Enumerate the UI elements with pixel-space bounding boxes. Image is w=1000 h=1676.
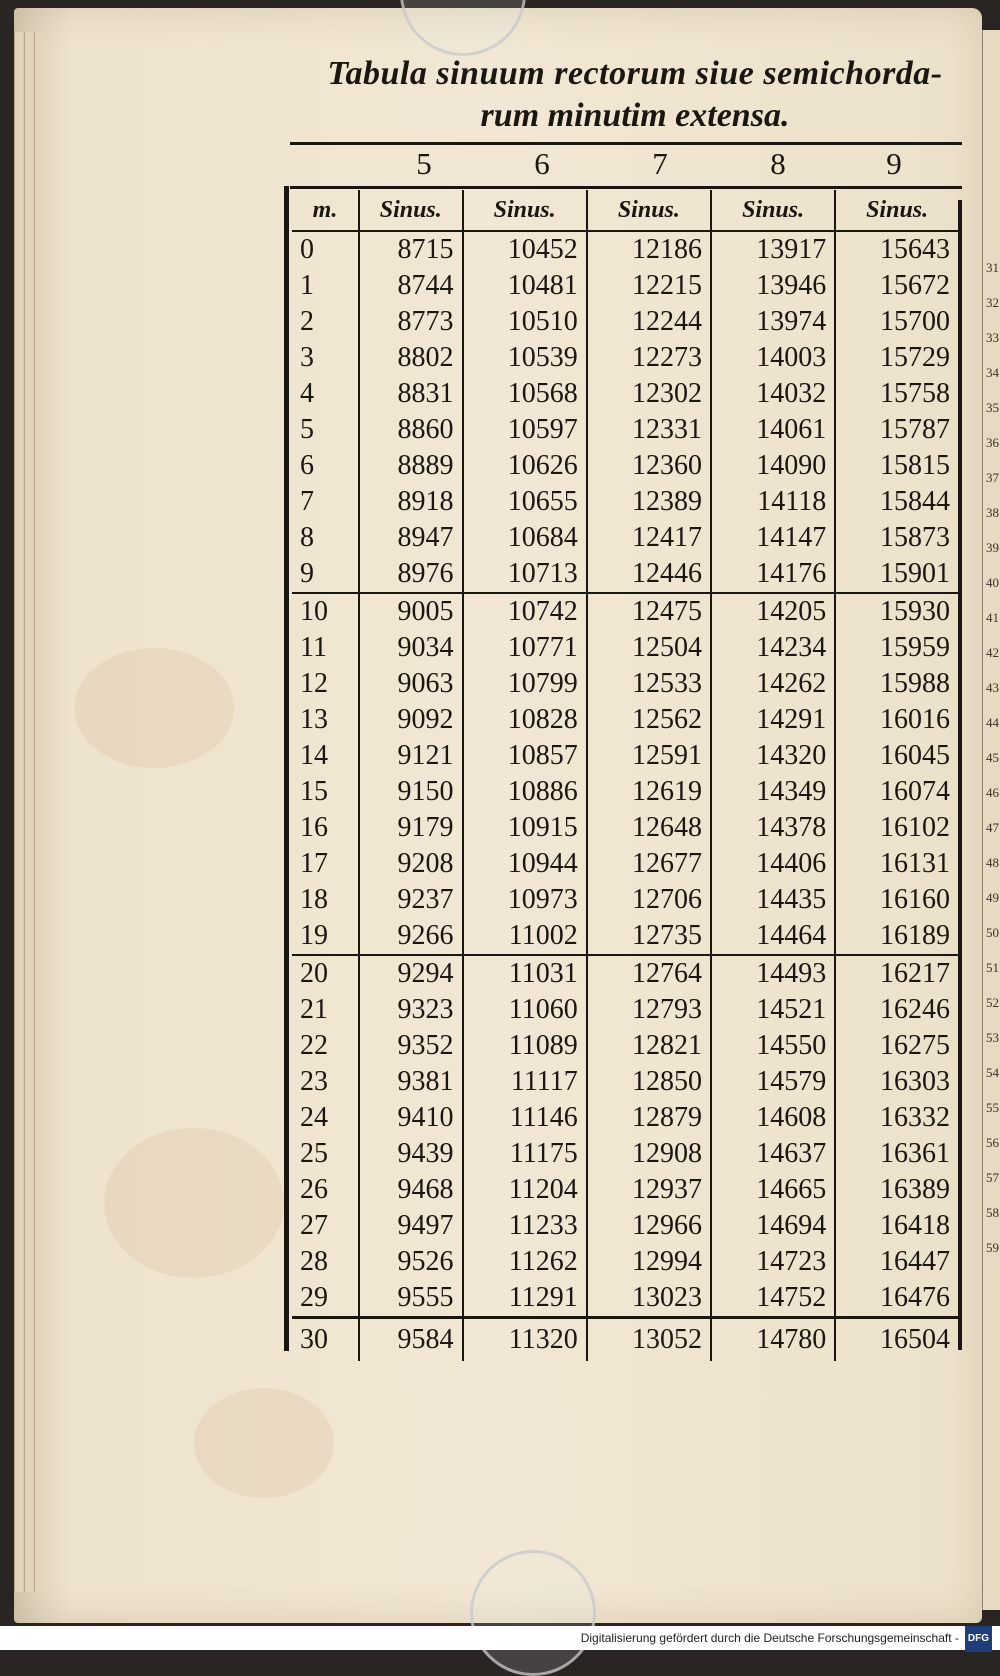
sine-value-cell: 10626 — [463, 448, 587, 484]
minute-cell: 21 — [292, 992, 359, 1028]
sine-value-cell: 16246 — [880, 994, 950, 1025]
minute-cell: 13 — [292, 702, 359, 738]
column-header-minutes: m. — [292, 190, 359, 231]
sine-value-cell: 15672 — [880, 270, 950, 301]
sine-value-cell: 14147 — [711, 520, 835, 556]
table-row — [292, 340, 958, 376]
table-row — [292, 738, 958, 774]
sine-value-cell: 9381 — [359, 1064, 463, 1100]
sine-value-cell: 12937 — [587, 1172, 711, 1208]
table-row — [292, 520, 958, 556]
sine-value-cell: 14003 — [711, 340, 835, 376]
sine-value-cell: 10597 — [463, 412, 587, 448]
table-row — [292, 1318, 958, 1362]
minute-cell: 28 — [292, 1244, 359, 1280]
sine-value-cell: 16476 — [880, 1282, 950, 1313]
table-row — [292, 1064, 958, 1100]
table-row — [292, 556, 958, 593]
sine-value-cell: 11002 — [463, 918, 587, 955]
table-row — [292, 1136, 958, 1172]
table-row — [292, 666, 958, 702]
sine-value-cell: 15643 — [880, 234, 950, 265]
paper-stain — [194, 1388, 334, 1498]
adjacent-page-number: 48 — [986, 855, 999, 870]
table-row — [292, 992, 958, 1028]
sine-value-cell: 14665 — [711, 1172, 835, 1208]
degree-header: 6 — [534, 146, 550, 181]
sine-value-cell: 8773 — [359, 304, 463, 340]
sine-value-cell: 13023 — [587, 1280, 711, 1318]
page-edge — [24, 32, 33, 1592]
sine-value-cell: 9410 — [359, 1100, 463, 1136]
sine-value-cell: 8889 — [359, 448, 463, 484]
sine-value-cell: 11175 — [463, 1136, 587, 1172]
sine-value-cell: 12735 — [587, 918, 711, 955]
sine-value-cell: 16217 — [835, 955, 958, 992]
table-row — [292, 846, 958, 882]
sine-value-cell: 10915 — [463, 810, 587, 846]
sine-value-cell: 14521 — [711, 992, 835, 1028]
sine-value-cell: 14752 — [711, 1280, 835, 1318]
sine-value-cell: 15787 — [880, 414, 950, 445]
table-row — [292, 484, 958, 520]
adjacent-page-number: 47 — [986, 820, 999, 835]
page-holder-clip — [470, 1550, 596, 1676]
adjacent-page-number: 50 — [986, 925, 999, 940]
sine-value-cell: 16045 — [880, 740, 950, 771]
sine-value-cell: 11262 — [463, 1244, 587, 1280]
sine-value-cell: 9063 — [359, 666, 463, 702]
sine-value-cell: 12215 — [587, 268, 711, 304]
sine-value-cell: 12850 — [587, 1064, 711, 1100]
sine-value-cell: 16189 — [880, 920, 950, 951]
sine-value-cell: 15700 — [880, 306, 950, 337]
adjacent-page-number: 57 — [986, 1170, 999, 1185]
sine-value-cell: 9584 — [359, 1318, 463, 1362]
adjacent-page-number: 40 — [986, 575, 999, 590]
sine-value-cell: 9150 — [359, 774, 463, 810]
sine-value-cell: 16332 — [880, 1102, 950, 1133]
adjacent-page-number: 55 — [986, 1100, 999, 1115]
sine-value-cell: 10973 — [463, 882, 587, 918]
sine-value-cell: 15758 — [880, 378, 950, 409]
sine-value-cell: 14637 — [711, 1136, 835, 1172]
degree-header: 5 — [416, 146, 432, 181]
sine-value-cell: 12879 — [587, 1100, 711, 1136]
sine-value-cell: 8947 — [359, 520, 463, 556]
sine-value-cell: 15930 — [835, 593, 958, 630]
adjacent-page-number: 36 — [986, 435, 999, 450]
sine-value-cell: 10481 — [463, 268, 587, 304]
sine-value-cell: 8831 — [359, 376, 463, 412]
sine-value-cell: 16102 — [880, 812, 950, 843]
table-row — [292, 1208, 958, 1244]
sine-value-cell: 12475 — [587, 593, 711, 630]
minute-cell: 15 — [292, 774, 359, 810]
sine-value-cell: 11320 — [463, 1318, 587, 1362]
adjacent-page-number: 56 — [986, 1135, 999, 1150]
table-row — [292, 448, 958, 484]
sine-value-cell: 16131 — [880, 848, 950, 879]
sine-value-cell: 9034 — [359, 630, 463, 666]
sine-value-cell: 12821 — [587, 1028, 711, 1064]
minute-cell: 18 — [292, 882, 359, 918]
sine-value-cell: 14349 — [711, 774, 835, 810]
sine-value-cell: 9179 — [359, 810, 463, 846]
minute-cell: 20 — [292, 955, 359, 992]
sine-value-cell: 12764 — [587, 955, 711, 992]
sine-value-cell: 12186 — [587, 231, 711, 268]
sine-value-cell: 14090 — [711, 448, 835, 484]
minute-cell: 16 — [292, 810, 359, 846]
sine-value-cell: 8802 — [359, 340, 463, 376]
sine-value-cell: 8976 — [359, 556, 463, 593]
adjacent-page-number: 51 — [986, 960, 999, 975]
sine-value-cell: 12446 — [587, 556, 711, 593]
sine-value-cell: 14291 — [711, 702, 835, 738]
sine-value-cell: 12273 — [587, 340, 711, 376]
minute-cell: 12 — [292, 666, 359, 702]
sine-value-cell: 10713 — [463, 556, 587, 593]
sine-value-cell: 16447 — [880, 1246, 950, 1277]
degree-header: 8 — [770, 146, 786, 181]
sine-value-cell: 14435 — [711, 882, 835, 918]
sine-value-cell: 10857 — [463, 738, 587, 774]
table-row — [292, 231, 958, 268]
table-row — [292, 774, 958, 810]
sine-value-cell: 14723 — [711, 1244, 835, 1280]
paper-stain — [74, 648, 234, 768]
sine-value-cell: 12504 — [587, 630, 711, 666]
sine-value-cell: 12793 — [587, 992, 711, 1028]
sine-value-cell: 16389 — [880, 1174, 950, 1205]
sine-value-cell: 12677 — [587, 846, 711, 882]
sine-value-cell: 8860 — [359, 412, 463, 448]
sine-value-cell: 12908 — [587, 1136, 711, 1172]
table-row — [292, 630, 958, 666]
title-line-2: rum minutim extensa. — [480, 97, 790, 134]
table-row — [292, 1100, 958, 1136]
sine-value-cell: 9266 — [359, 918, 463, 955]
adjacent-page-number: 37 — [986, 470, 999, 485]
minute-cell: 3 — [292, 340, 359, 376]
sine-value-cell: 9555 — [359, 1280, 463, 1318]
minute-cell: 11 — [292, 630, 359, 666]
degree-header-row — [305, 146, 965, 186]
sine-value-cell: 11204 — [463, 1172, 587, 1208]
table-row — [292, 918, 958, 955]
adjacent-page-number: 45 — [986, 750, 999, 765]
sine-value-cell: 16275 — [880, 1030, 950, 1061]
adjacent-page-number: 52 — [986, 995, 999, 1010]
sine-value-cell: 9323 — [359, 992, 463, 1028]
table-row — [292, 955, 958, 992]
sine-value-cell: 13946 — [711, 268, 835, 304]
sine-value-cell: 12591 — [587, 738, 711, 774]
minute-cell: 29 — [292, 1280, 359, 1318]
minute-cell: 9 — [292, 556, 359, 593]
minute-cell: 4 — [292, 376, 359, 412]
adjacent-page-number: 39 — [986, 540, 999, 555]
sine-value-cell: 11117 — [463, 1064, 587, 1100]
sine-value-cell: 12244 — [587, 304, 711, 340]
column-header-sinus: Sinus. — [587, 190, 711, 231]
sine-value-cell: 15815 — [880, 450, 950, 481]
table-right-border — [958, 200, 962, 1350]
page-edge — [14, 32, 23, 1592]
minute-cell: 6 — [292, 448, 359, 484]
minute-cell: 2 — [292, 304, 359, 340]
sine-table — [292, 190, 958, 1361]
sine-value-cell: 9237 — [359, 882, 463, 918]
sine-value-cell: 9294 — [359, 955, 463, 992]
sine-value-cell: 16074 — [880, 776, 950, 807]
table-row — [292, 1172, 958, 1208]
sine-value-cell: 16504 — [835, 1318, 958, 1362]
table-row — [292, 702, 958, 738]
minute-cell: 22 — [292, 1028, 359, 1064]
sine-value-cell: 12331 — [587, 412, 711, 448]
column-header-sinus: Sinus. — [359, 190, 463, 231]
adjacent-page-number: 46 — [986, 785, 999, 800]
sine-value-cell: 11031 — [463, 955, 587, 992]
minute-cell: 19 — [292, 918, 359, 955]
sine-value-cell: 16303 — [880, 1066, 950, 1097]
title-line-1: Tabula sinuum rectorum siue semichorda- — [327, 55, 943, 92]
sine-value-cell: 16160 — [880, 884, 950, 915]
table-row — [292, 1280, 958, 1318]
sine-value-cell: 12302 — [587, 376, 711, 412]
sine-value-cell: 9526 — [359, 1244, 463, 1280]
minute-cell: 24 — [292, 1100, 359, 1136]
table-row — [292, 412, 958, 448]
sine-value-cell: 14579 — [711, 1064, 835, 1100]
adjacent-page-number: 38 — [986, 505, 999, 520]
sine-value-cell: 14493 — [711, 955, 835, 992]
sine-value-cell: 11146 — [463, 1100, 587, 1136]
sine-value-cell: 14550 — [711, 1028, 835, 1064]
adjacent-page-number: 54 — [986, 1065, 999, 1080]
sine-value-cell: 13974 — [711, 304, 835, 340]
adjacent-page-number: 34 — [986, 365, 999, 380]
minute-cell: 26 — [292, 1172, 359, 1208]
sine-value-cell: 8918 — [359, 484, 463, 520]
sine-value-cell: 9439 — [359, 1136, 463, 1172]
adjacent-page-number: 31 — [986, 260, 999, 275]
table-row — [292, 304, 958, 340]
sine-value-cell: 11089 — [463, 1028, 587, 1064]
sine-value-cell: 9468 — [359, 1172, 463, 1208]
adjacent-page-number: 43 — [986, 680, 999, 695]
sine-value-cell: 9497 — [359, 1208, 463, 1244]
sine-value-cell: 10510 — [463, 304, 587, 340]
sine-value-cell: 12389 — [587, 484, 711, 520]
table-row — [292, 810, 958, 846]
sine-value-cell: 12533 — [587, 666, 711, 702]
sine-value-cell: 12360 — [587, 448, 711, 484]
page-title — [300, 52, 970, 138]
minute-cell: 8 — [292, 520, 359, 556]
sine-value-cell: 10742 — [463, 593, 587, 630]
table-left-border — [284, 186, 289, 1351]
header-top-rule — [290, 186, 962, 189]
sine-value-cell: 14118 — [711, 484, 835, 520]
minute-cell: 1 — [292, 268, 359, 304]
sine-value-cell: 14694 — [711, 1208, 835, 1244]
minute-cell: 25 — [292, 1136, 359, 1172]
sine-value-cell: 8744 — [359, 268, 463, 304]
minute-cell: 27 — [292, 1208, 359, 1244]
adjacent-page-number: 44 — [986, 715, 999, 730]
adjacent-page-strip — [982, 30, 1000, 1610]
sine-value-cell: 10655 — [463, 484, 587, 520]
sine-value-cell: 12619 — [587, 774, 711, 810]
column-header-sinus: Sinus. — [711, 190, 835, 231]
adjacent-page-number: 58 — [986, 1205, 999, 1220]
sine-value-cell: 15988 — [880, 668, 950, 699]
adjacent-page-number: 33 — [986, 330, 999, 345]
sine-value-cell: 14262 — [711, 666, 835, 702]
sine-value-cell: 11060 — [463, 992, 587, 1028]
minute-cell: 23 — [292, 1064, 359, 1100]
minute-cell: 7 — [292, 484, 359, 520]
minute-cell: 10 — [292, 593, 359, 630]
minute-cell: 30 — [292, 1318, 359, 1362]
sine-value-cell: 9208 — [359, 846, 463, 882]
sine-value-cell: 10568 — [463, 376, 587, 412]
sine-value-cell: 15901 — [880, 558, 950, 589]
sine-value-cell: 14234 — [711, 630, 835, 666]
column-header-row — [292, 190, 958, 231]
sine-value-cell: 14464 — [711, 918, 835, 955]
sine-value-cell: 10771 — [463, 630, 587, 666]
sine-value-cell: 14780 — [711, 1318, 835, 1362]
table-row — [292, 376, 958, 412]
table-row — [292, 593, 958, 630]
sine-value-cell: 15729 — [880, 342, 950, 373]
adjacent-page-number: 59 — [986, 1240, 999, 1255]
sine-value-cell: 10684 — [463, 520, 587, 556]
sine-value-cell: 14205 — [711, 593, 835, 630]
sine-value-cell: 10799 — [463, 666, 587, 702]
paper-stain — [104, 1128, 284, 1278]
sine-value-cell: 8715 — [359, 231, 463, 268]
sine-value-cell: 10886 — [463, 774, 587, 810]
table-row — [292, 882, 958, 918]
sine-value-cell: 14406 — [711, 846, 835, 882]
sine-value-cell: 13052 — [587, 1318, 711, 1362]
sine-value-cell: 9352 — [359, 1028, 463, 1064]
sine-value-cell: 11233 — [463, 1208, 587, 1244]
adjacent-page-number: 42 — [986, 645, 999, 660]
sine-value-cell: 10539 — [463, 340, 587, 376]
footer-text: Digitalisierung gefördert durch die Deutsche Forschungsgemeinschaft - — [580, 1631, 959, 1646]
sine-value-cell: 11291 — [463, 1280, 587, 1318]
sine-value-cell: 12562 — [587, 702, 711, 738]
sine-value-cell: 14061 — [711, 412, 835, 448]
minute-cell: 5 — [292, 412, 359, 448]
dfg-logo: DFG — [965, 1626, 992, 1652]
column-header-sinus: Sinus. — [463, 190, 587, 231]
sine-value-cell: 16418 — [880, 1210, 950, 1241]
degree-header: 9 — [886, 146, 902, 181]
sine-value-cell: 15959 — [880, 632, 950, 663]
sine-value-cell: 12648 — [587, 810, 711, 846]
sine-value-cell: 14378 — [711, 810, 835, 846]
table-row — [292, 1028, 958, 1064]
sine-value-cell: 14608 — [711, 1100, 835, 1136]
sine-value-cell: 13917 — [711, 231, 835, 268]
page-edge — [34, 32, 43, 1592]
sine-value-cell: 14176 — [711, 556, 835, 593]
sine-value-cell: 14320 — [711, 738, 835, 774]
sine-value-cell: 10828 — [463, 702, 587, 738]
sine-value-cell: 12966 — [587, 1208, 711, 1244]
sine-value-cell: 10944 — [463, 846, 587, 882]
adjacent-page-number: 53 — [986, 1030, 999, 1045]
sine-value-cell: 12417 — [587, 520, 711, 556]
minute-cell: 0 — [292, 231, 359, 268]
sine-value-cell: 10452 — [463, 231, 587, 268]
sine-value-cell: 9121 — [359, 738, 463, 774]
column-header-sinus: Sinus. — [835, 190, 958, 231]
sine-value-cell: 16016 — [880, 704, 950, 735]
sine-value-cell: 12706 — [587, 882, 711, 918]
title-rule — [290, 142, 962, 145]
digitization-footer — [0, 1626, 1000, 1650]
sine-value-cell: 15844 — [880, 486, 950, 517]
table-row — [292, 268, 958, 304]
sine-value-cell: 9005 — [359, 593, 463, 630]
sine-value-cell: 14032 — [711, 376, 835, 412]
sine-value-cell: 16361 — [880, 1138, 950, 1169]
sine-value-cell: 9092 — [359, 702, 463, 738]
adjacent-page-number: 32 — [986, 295, 999, 310]
table-row — [292, 1244, 958, 1280]
sine-value-cell: 15873 — [880, 522, 950, 553]
minute-cell: 14 — [292, 738, 359, 774]
adjacent-page-number: 49 — [986, 890, 999, 905]
adjacent-page-number: 35 — [986, 400, 999, 415]
sine-value-cell: 12994 — [587, 1244, 711, 1280]
adjacent-page-number: 41 — [986, 610, 999, 625]
minute-cell: 17 — [292, 846, 359, 882]
degree-header: 7 — [652, 146, 668, 181]
